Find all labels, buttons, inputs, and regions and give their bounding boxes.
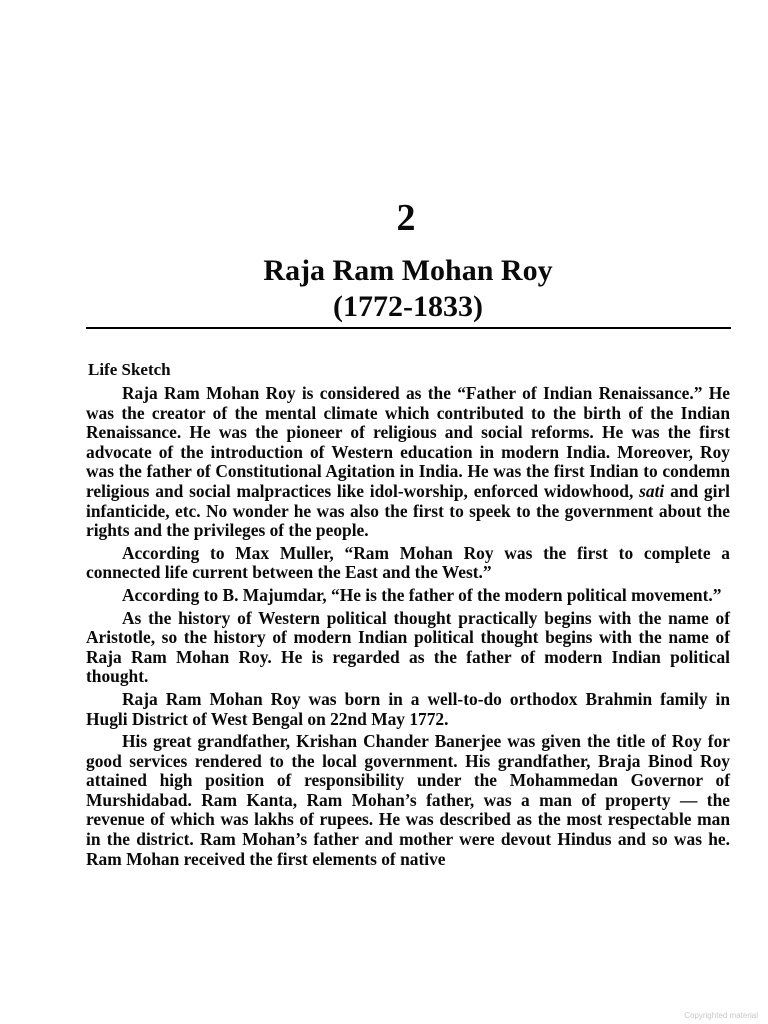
paragraph-text: Raja Ram Mohan Roy was born in a well-to-do orthodox Brahmin family in Hugli District of West Bengal on 22nd May 1772. [86,688,730,729]
title-rule [86,327,731,329]
chapter-years: (1772-1833) [333,290,483,323]
chapter-title: Raja Ram Mohan Roy [263,254,553,287]
chapter-number: 2 [396,197,416,239]
italic-term: sati [639,480,665,501]
section-heading: Life Sketch [88,360,171,379]
paragraph [86,690,730,729]
paragraph [86,732,730,869]
paragraph [86,544,730,583]
paragraph [86,586,730,606]
paragraph-text: and girl infanticide, etc. No wonder he was also the first to speek to the government about the rights and the privileges of the people. [86,480,731,541]
paragraph-text: According to B. Majumdar, “He is the father of the modern political movement.” [122,584,722,605]
paragraph-text: Raja Ram Mohan Roy is considered as the “Father of Indian Renaissance.” He was the creator of the mental climate which contributed to the birth of the Indian Renaissance. He was the pioneer of religious and social reforms. He was the first advocate of the introduction of Western education in modern India. Moreover, Roy was the father of Constitutional Agitation in India. He was the first Indian to condemn religious and social malpractices like idol-worship, enforced widowhood, [86,383,730,501]
paragraph-text: According to Max Muller, “Ram Mohan Roy was the first to complete a connected life current between the East and the West.” [86,542,730,583]
paragraph-text: His great grandfather, Krishan Chander Banerjee was given the title of Roy for good services rendered to the local government. His grandfather, Braja Binod Roy attained high position of responsibility under the Mohammedan Governor of Murshidabad. Ram Kanta, Ram Mohan’s father, was a man of property — the revenue of which was lakhs of rupees. He was described as the most respectable man in the district. Ram Mohan’s father and mother were devout Hindus and so was he. Ram Mohan received the first elements of native [86,731,730,869]
paragraph-text: As the history of Western political thought practically begins with the name of Aristotle, so the history of modern Indian political thought begins with the name of Raja Ram Mohan Roy. He is regarded as the father of modern Indian political thought. [86,607,730,687]
watermark: Copyrighted material [684,1011,758,1020]
body-text [86,384,730,869]
paragraph [86,384,730,541]
paragraph [86,609,730,687]
